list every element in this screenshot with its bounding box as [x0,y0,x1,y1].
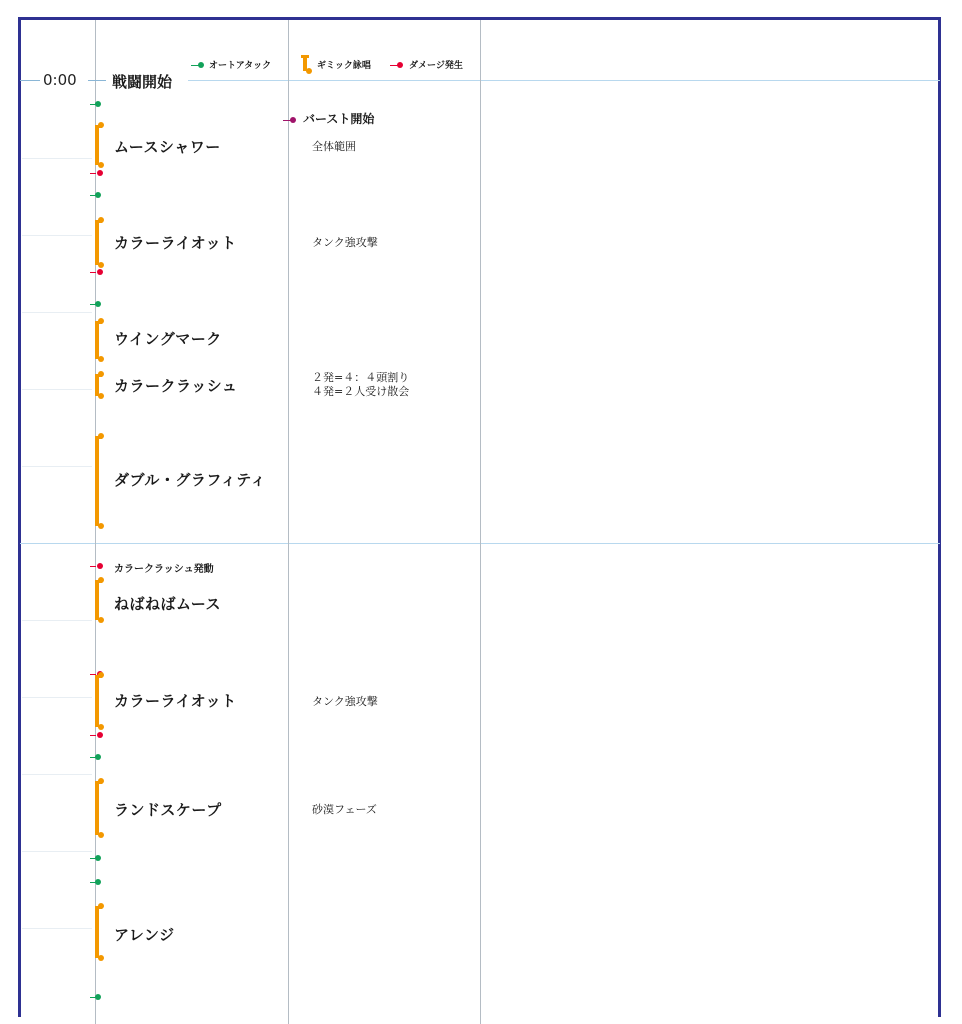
cast-bar [95,436,99,526]
battle-start-label: 戦闘開始 [112,73,173,91]
note-double-graffiti-2: ４発=２人受け散会 [312,385,410,398]
auto-attack-icon [95,301,101,307]
note-double-graffiti-1: ２発=４：４頭割り [312,371,410,384]
legend-gimmick: ギミック詠唱 [317,61,371,71]
auto-attack-icon [95,855,101,861]
row-tick [22,466,92,467]
damage-icon [97,563,103,569]
note-tank-buster-2: タンク強攻撃 [312,695,378,708]
column-divider [480,20,481,1024]
legend-damage: ダメージ発生 [409,61,463,71]
cast-bar [95,321,99,359]
mechanic-wing-mark: ウイングマーク [114,330,222,348]
note-tank-buster: タンク強攻撃 [312,236,378,249]
cast-bar [95,125,99,165]
mechanic-color-riot: カラーライオット [114,234,237,252]
column-divider [288,20,289,1024]
auto-attack-icon [95,879,101,885]
burst-marker-icon [290,117,296,123]
start-guide-line [188,80,940,81]
burst-start-label: バースト開始 [303,112,375,126]
start-time: 0:00 [43,71,77,89]
cast-start-dot [98,577,104,583]
color-crash-trigger-label: カラークラッシュ発動 [114,564,214,575]
row-tick [22,235,92,236]
damage-icon [97,170,103,176]
cast-bar [95,220,99,265]
auto-attack-icon [95,101,101,107]
cast-end-dot [98,724,104,730]
row-tick [22,928,92,929]
legend-gimmick-dot [306,68,312,74]
cast-start-dot [98,672,104,678]
cast-bar [95,906,99,958]
cast-start-dot [98,318,104,324]
legend-damage-icon [397,62,403,68]
damage-stub [90,735,96,736]
row-tick [22,312,92,313]
time-dash [20,80,40,81]
row-tick [22,158,92,159]
cast-start-dot [98,903,104,909]
damage-stub [90,173,96,174]
auto-attack-icon [95,754,101,760]
auto-attack-icon [95,994,101,1000]
cast-start-dot [98,217,104,223]
damage-stub [90,272,96,273]
legend-auto-attack: オートアタック [209,61,272,71]
cast-bar [95,675,99,727]
cast-start-dot [98,371,104,377]
legend-gimmick-cap [301,55,309,58]
cast-end-dot [98,393,104,399]
row-tick [22,620,92,621]
damage-stub [90,566,96,567]
cast-bar [95,781,99,835]
auto-attack-icon [95,192,101,198]
cast-end-dot [98,162,104,168]
row-tick [22,774,92,775]
cast-bar [95,580,99,620]
mechanic-sticky-moose: ねばねばムース [114,595,222,613]
note-whole-range: 全体範囲 [312,140,356,153]
legend-auto-attack-icon [198,62,204,68]
time-dash [88,80,106,81]
damage-icon [97,269,103,275]
cast-end-dot [98,617,104,623]
mechanic-color-crash: カラークラッシュ [114,377,238,395]
cast-end-dot [98,262,104,268]
mechanic-double-graffiti: ダブル・グラフィティ [114,471,267,489]
note-desert-phase: 砂漠フェーズ [312,803,377,816]
cast-end-dot [98,356,104,362]
cast-start-dot [98,122,104,128]
damage-icon [97,732,103,738]
cast-end-dot [98,832,104,838]
row-tick [22,851,92,852]
cast-end-dot [98,955,104,961]
mechanic-moose-shower: ムースシャワー [114,138,221,156]
row-tick [22,697,92,698]
cast-start-dot [98,778,104,784]
mechanic-color-riot-2: カラーライオット [114,692,237,710]
mechanic-arrange: アレンジ [114,926,175,944]
cast-end-dot [98,523,104,529]
row-tick [22,389,92,390]
mechanic-landscape: ランドスケープ [114,801,222,819]
cast-start-dot [98,433,104,439]
